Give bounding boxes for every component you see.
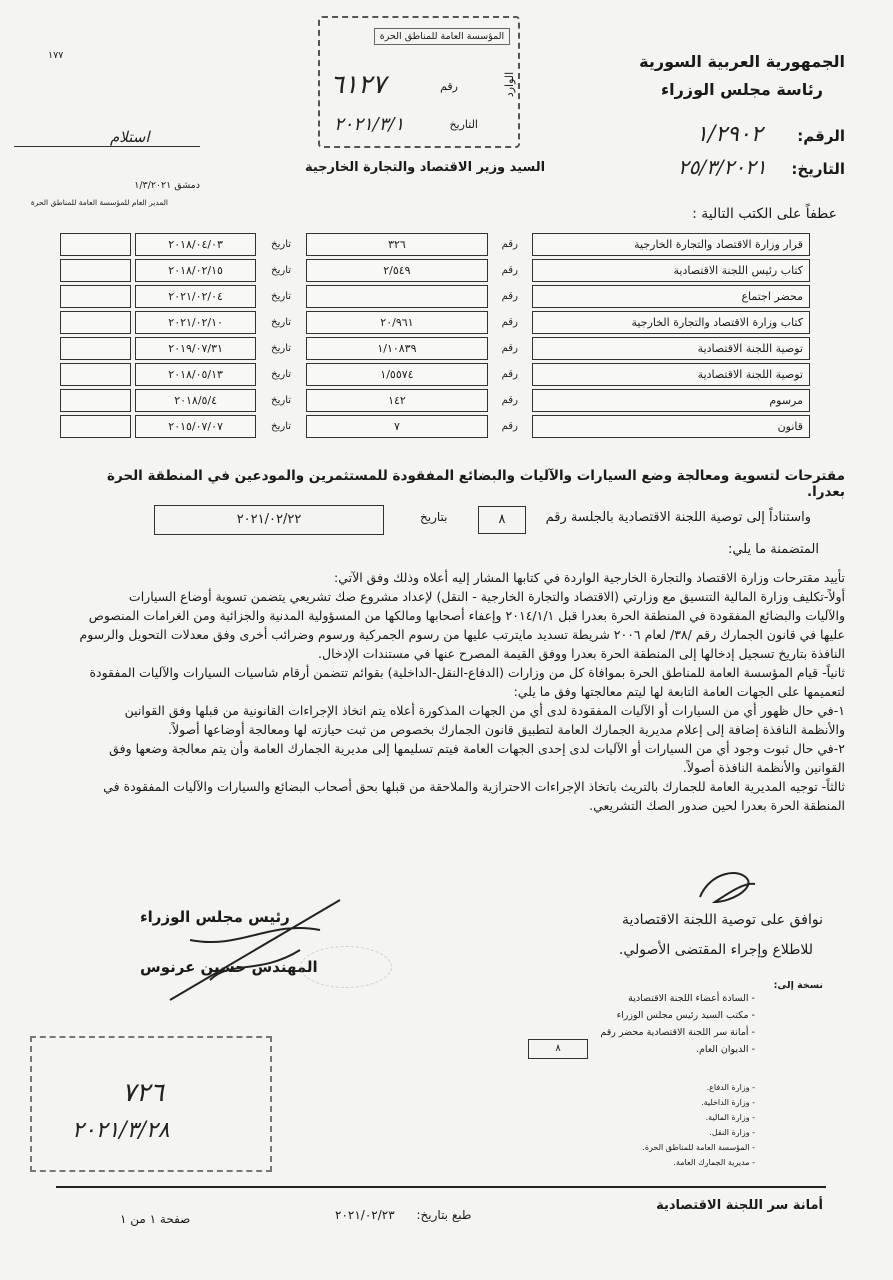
number-line [645,122,845,147]
reference-row [60,337,810,360]
body-line: أولاً-تكليف وزارة المالية التنسيق مع وزارتي (الاقتصاد والتجارة الخارجية - النقل) لإعداد مشروع صك تشريعي يتضمن تسوية أوضاع السيارات [128,589,845,604]
approval-line-1: نوافق على توصية اللجنة الاقتصادية [622,912,823,928]
body-text [45,568,845,815]
reference-blank-cell [60,311,131,334]
minutes-number: ٨ [528,1039,588,1059]
left-director: المدير العام للمؤسسة العامة للمناطق الحرة [30,198,168,207]
outgoing-stamp [30,1036,272,1172]
reference-document: توصية اللجنة الاقتصادية [532,363,810,386]
stamp-number-label: رقم [440,80,458,93]
footer-page: صفحة ١ من ١ [120,1212,191,1226]
outgoing-date: ٢٠٢١/٣/٢٨ [72,1118,170,1143]
reference-blank-cell [60,233,131,256]
presidency-heading: رئاسة مجلس الوزراء [661,80,823,99]
footer-rule [56,1186,826,1188]
reference-blank-cell [60,389,131,412]
date-line [585,155,845,179]
reference-number: ٢٠/٩٦١ [306,311,488,334]
reference-number-label: رقم [501,395,518,406]
top-left-mark: ١٧٧ [48,50,64,61]
ministry-item: - وزارة المالية. [705,1113,755,1122]
session-date: ٢٠٢١/٠٢/٢٢ [154,505,384,535]
body-line: النافذة بتاريخ تسجيل إدخالها إلى المنطقة الحرة بعدرا ووفق القيمة المصرح عنها في مستندات الإدخال. [318,646,845,661]
session-prefix: واستناداً إلى توصية اللجنة الاقتصادية بالجلسة رقم [545,510,811,525]
left-date-line: دمشق ١/٣/٢٠٢١ [134,180,200,191]
body-line: ثانياً- قيام المؤسسة العامة للمناطق الحرة بموافاة كل من وزارات (الدفاع-النقل-الداخلية) بقوائم تتضمن أرقام شاسيات السيارات والآليات المفقودة [89,665,845,680]
reference-number-label: رقم [501,369,518,380]
copies-heading: نسخة إلى: [773,980,823,991]
reference-row [60,415,810,438]
references-table [56,230,814,441]
copies-item: - مكتب السيد رئيس مجلس الوزراء [616,1010,755,1021]
reference-row [60,363,810,386]
reference-date-label: تاريخ [271,291,292,302]
body-line: ١-في حال ظهور أي من السيارات أو الآليات المفقودة لدى أي من الجهات المذكورة أعلاه يتم اتخاذ الإجراءات القانونية من قبلها وفق القوانين [124,703,845,718]
reference-row [60,311,810,334]
reference-document: محضر اجتماع [532,285,810,308]
session-date-label: بتاريخ [420,510,448,524]
reference-document: توصية اللجنة الاقتصادية [532,337,810,360]
body-line: القوانين والأنظمة النافذة أصولاً. [682,760,845,775]
pm-signature [150,880,360,1010]
reference-number: ٣٢٦ [306,233,488,256]
signature-title: رئيس مجلس الوزراء [140,908,290,926]
reference-document: مرسوم [532,389,810,412]
stamp-date-label: التاريخ [449,118,478,131]
body-line: تأييد مقترحات وزارة الاقتصاد والتجارة الخارجية الواردة في كتابها المشار إليه أعلاه وذلك وفق الآتي: [334,570,845,585]
ministries-list [525,1080,755,1170]
printed-date: ٢٠٢١/٠٢/٢٣ [335,1208,395,1222]
footer-secretariat: أمانة سر اللجنة الاقتصادية [656,1198,823,1213]
reference-document: كتاب رئيس اللجنة الاقتصادية [532,259,810,282]
recipient: السيد وزير الاقتصاد والتجارة الخارجية [304,160,546,175]
number-value: ١/٢٩٠٢ [696,122,763,147]
ministry-item: - المؤسسة العامة للمناطق الحرة. [642,1143,755,1152]
body-line: المنطقة الحرة بعدرا لحين صدور الصك التشريعي. [589,798,845,813]
reference-date-label: تاريخ [271,343,292,354]
reference-date-label: تاريخ [271,369,292,380]
footer-printed [335,1208,471,1222]
reference-number-label: رقم [501,343,518,354]
reference-number-label: رقم [501,291,518,302]
body-line: والآليات والبضائع المفقودة في المنطقة الحرة بعدرا قبل ٢٠١٤/١/١ وإعفاء أصحابها ومالكها من المسؤولية المدنية والجزائية ومن الغرامات المنصوص [88,608,845,623]
reference-date: ٢٠١٨/٥/٤ [135,389,256,412]
reference-document: قانون [532,415,810,438]
reference-blank-cell [60,363,131,386]
date-value: ٢٥/٣/٢٠٢١ [677,155,767,179]
receipt-note: استلام [110,128,150,146]
reference-blank-cell [60,415,131,438]
ministry-item: - وزارة النقل. [709,1128,755,1137]
ministry-item: - مديرية الجمارك العامة. [673,1158,755,1167]
reference-date-label: تاريخ [271,421,292,432]
body-line: ٢-في حال ثبوت وجود أي من السيارات أو الآليات لدى إحدى الجهات العامة فيتم تسليمها إلى مديرية الجمارك العامة وأن يتم معالجة وضعها وفق [109,741,845,756]
reference-date: ٢٠١٨/٠٥/١٣ [135,363,256,386]
reference-row [60,285,810,308]
republic-heading: الجمهورية العربية السورية [639,52,845,71]
stamp-side-text: الوارد [502,71,516,98]
ministry-item: - وزارة الدفاع. [706,1083,755,1092]
reference-number: ١٤٢ [306,389,488,412]
reference-document: كتاب وزارة الاقتصاد والتجارة الخارجية [532,311,810,334]
session-number: ٨ [478,506,526,534]
seal-stamp [300,946,392,988]
reference-number-label: رقم [501,421,518,432]
reference-number-label: رقم [501,265,518,276]
signature-name: المهندس حسين عرنوس [140,958,318,976]
copies-item: - السادة أعضاء اللجنة الاقتصادية [628,993,755,1004]
body-line: لتعميمها على الجهات العامة التابعة لها ليتم معالجتها وفق ما يلي: [513,684,845,699]
reference-blank-cell [60,285,131,308]
reference-row [60,389,810,412]
body-line: والأنظمة النافذة إضافة إلى إعلام مديرية الجمارك العامة لتطبيق قانون الجمارك بخصوص من ثبت حيازته لها ومعالجة أوضاعها أصولاً. [167,722,845,737]
reference-row [60,233,810,256]
intro-line: عطفاً على الكتب التالية : [692,206,837,222]
includes-line: المتضمنة ما يلي: [727,542,819,557]
reference-number: ١/١٠٨٣٩ [306,337,488,360]
outgoing-number: ٧٢٦ [122,1078,164,1108]
number-label: الرقم: [797,127,845,145]
reference-number: ٢/٥٤٩ [306,259,488,282]
reference-number-label: رقم [501,239,518,250]
ministry-item: - وزارة الداخلية. [701,1098,755,1107]
copies-item: - أمانة سر اللجنة الاقتصادية محضر رقم [600,1027,755,1038]
receipt-underline [14,146,200,147]
incoming-stamp [318,16,520,148]
stamp-number-value: ٦١٢٧ [330,70,386,100]
reference-date-label: تاريخ [271,395,292,406]
reference-row [60,259,810,282]
reference-date-label: تاريخ [271,265,292,276]
stamp-title: المؤسسة العامة للمناطق الحرة [374,28,510,45]
reference-date: ٢٠١٨/٠٤/٠٣ [135,233,256,256]
subject: مقترحات لتسوية ومعالجة وضع السيارات والآليات والبضائع المفقودة للمستثمرين والمودعين في المنطقة الحرة بعدرا. [106,468,845,500]
printed-label: طبع بتاريخ: [416,1208,472,1222]
body-line: ثالثاً- توجيه المديرية العامة للجمارك بالتريث باتخاذ الإجراءات الاحترازية والملاحقة من قبلها بحق أصحاب البضائع والسيارات والآليات المفقودة في [103,779,845,794]
reference-date: ٢٠١٩/٠٧/٣١ [135,337,256,360]
date-label: التاريخ: [791,160,845,178]
reference-number: ١/٥٥٧٤ [306,363,488,386]
reference-document: قرار وزارة الاقتصاد والتجارة الخارجية [532,233,810,256]
reference-number: ٧ [306,415,488,438]
reference-blank-cell [60,259,131,282]
reference-number-label: رقم [501,317,518,328]
reference-date: ٢٠١٥/٠٧/٠٧ [135,415,256,438]
reference-number [306,285,488,308]
reference-date-label: تاريخ [271,239,292,250]
reference-blank-cell [60,337,131,360]
approval-signature [690,862,760,912]
copies-item: - الديوان العام. [695,1044,755,1055]
reference-date: ٢٠١٨/٠٢/١٥ [135,259,256,282]
body-line: عليها في قانون الجمارك رقم /٣٨/ لعام ٢٠٠٦ شريطة تسديد مايترتب عليها من رسوم الجمركية ورسوم وضرائب أخرى وفق معدلات التحويل والرسوم [79,627,845,642]
approval-line-2: للاطلاع وإجراء المقتضى الأصولي. [618,942,813,958]
reference-date-label: تاريخ [271,317,292,328]
stamp-date-value: ٢٠٢١/٣/١ [334,114,405,135]
reference-date: ٢٠٢١/٠٢/١٠ [135,311,256,334]
reference-date: ٢٠٢١/٠٢/٠٤ [135,285,256,308]
